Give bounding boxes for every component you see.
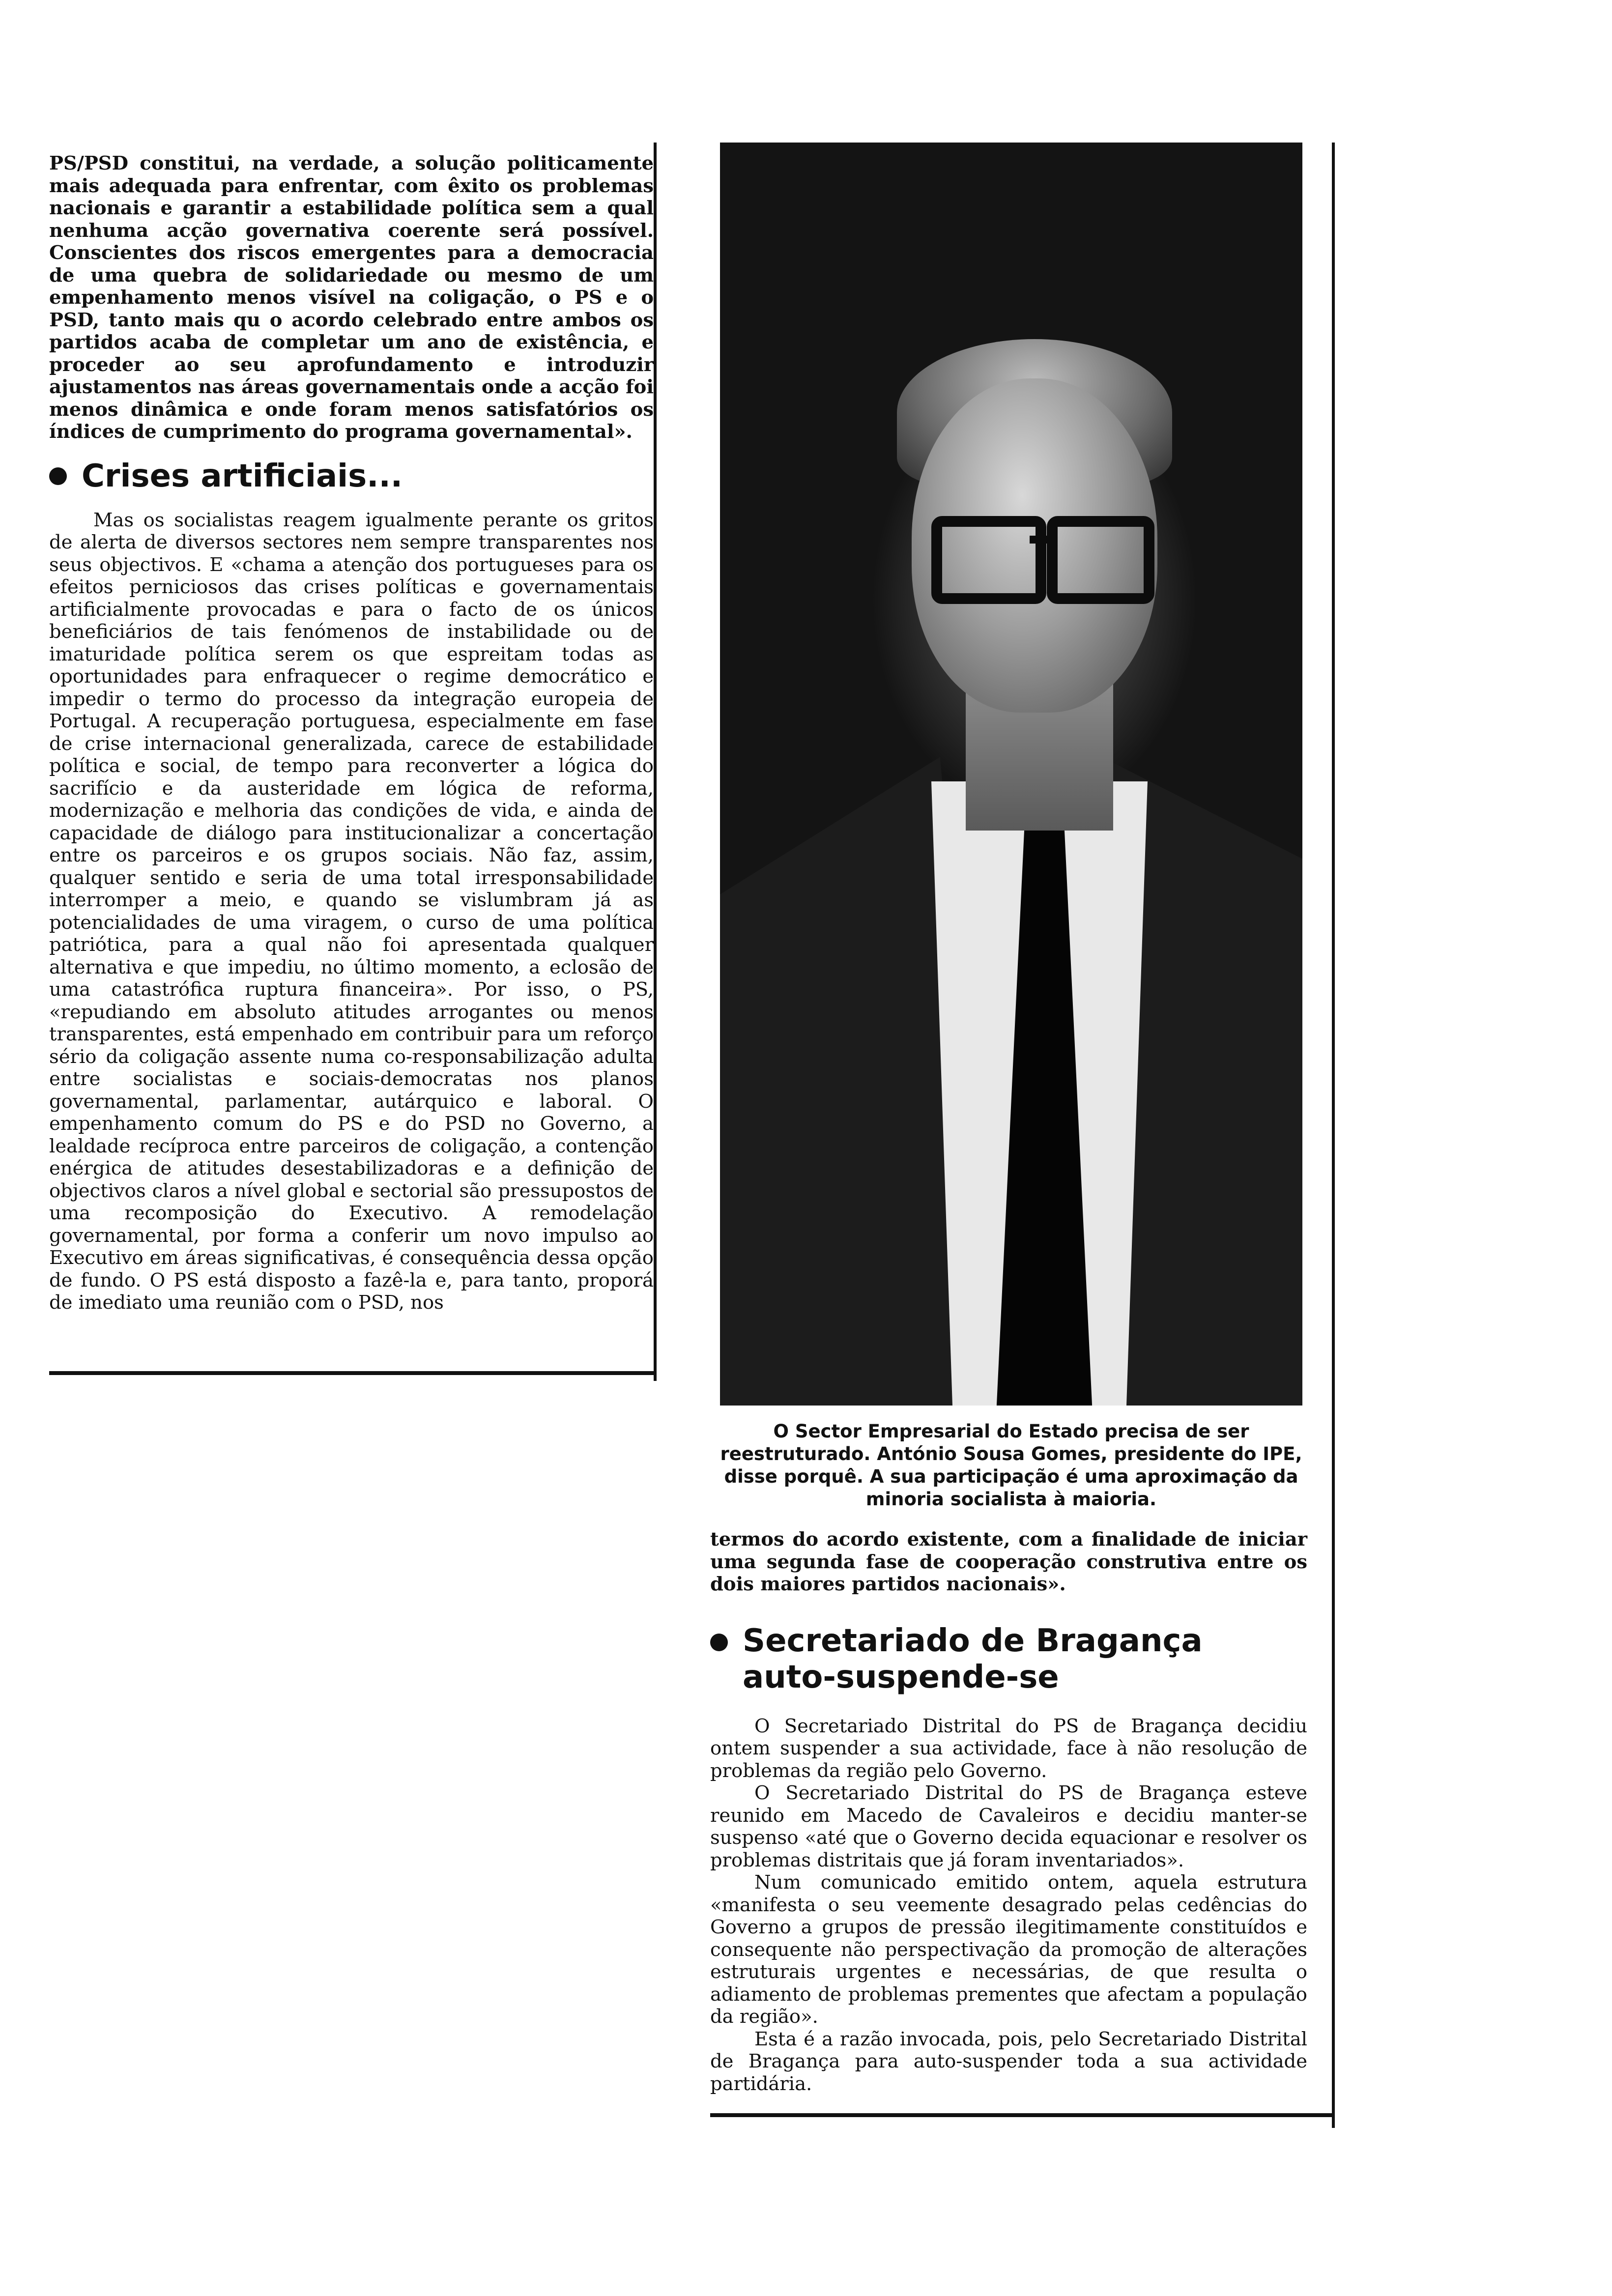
bullet-icon <box>710 1634 728 1651</box>
column-rule-vertical-right <box>1332 143 1335 2128</box>
intro-paragraph: PS/PSD constitui, na verdade, a solução politicamente mais adequada para enfrentar, com êxito os problemas nacionais e garantir a estabilidade política sem a qual nenhuma acção governativa coerente será possível. Conscientes dos riscos emergentes para a democracia de uma quebra de solidariedade ou mesmo de um empenhamento menos visível na coligação, o PS e o PSD, tanto mais qu o acordo celebrado entre ambos os partidos acaba de completar um ano de existência, e proceder ao seu aprofundamento e introduzir ajustamentos nas áreas governamentais onde a acção foi menos dinâmica e onde foram menos satisfatórios os índices de cumprimento do programa governamental». <box>49 152 654 443</box>
glasses-lens-left <box>931 516 1046 604</box>
subhead-crises-text: Crises artificiais... <box>82 458 403 494</box>
continuation-paragraph: termos do acordo existente, com a finalidade de iniciar uma segunda fase de cooperação construtiva entre os dois maiores partidos nacionais». <box>710 1528 1307 1595</box>
article-paragraph: Esta é a razão invocada, pois, pelo Secretariado Distrital de Bragança para auto-suspender toda a sua actividade partidária. <box>710 2028 1307 2095</box>
article-paragraph: O Secretariado Distrital do PS de Bragança decidiu ontem suspender a sua actividade, face à não resolução de problemas da região pelo Governo. <box>710 1715 1307 1782</box>
right-article-column <box>710 1528 1307 2095</box>
portrait-photo <box>720 143 1302 1406</box>
glasses-lens-right <box>1047 516 1154 604</box>
subhead-braganca-line2: auto-suspende-se <box>743 1659 1059 1695</box>
column-rule-bottom <box>49 1371 657 1375</box>
article-paragraph: O Secretariado Distrital do PS de Bragança esteve reunido em Macedo de Cavaleiros e decidiu manter-se suspenso «até que o Governo decida equacionar e resolver os problemas distritais que já foram inventariados». <box>710 1782 1307 1871</box>
bullet-icon <box>49 467 67 485</box>
column-rule-bottom-right <box>710 2113 1332 2117</box>
subhead-braganca-line1: Secretariado de Bragança <box>743 1622 1203 1659</box>
article-paragraph: Num comunicado emitido ontem, aquela estrutura «manifesta o seu veemente desagrado pelas cedências do Governo a grupos de pressão ilegitimamente constituídos e consequente não perspectivação da promoção de alterações estruturais urgentes e necessárias, de que resulta o adiamento de problemas prementes que afectam a população da região». <box>710 1871 1307 2028</box>
left-article-column <box>49 152 654 1314</box>
photo-caption: O Sector Empresarial do Estado precisa de ser reestruturado. António Sousa Gomes, presidente do IPE, disse porquê. A sua participação é uma aproximação da minoria socialista à maioria. <box>720 1421 1302 1510</box>
body-paragraph: Mas os socialistas reagem igualmente perante os gritos de alerta de diversos sectores nem sempre transparentes nos seus objectivos. E «chama a atenção dos portugueses para os efeitos perniciosos das crises políticas e governamentais artificialmente provocadas e para o facto de os únicos beneficiários de tais fenómenos de instabilidade ou de imaturidade política serem os que espreitam todas as oportunidades para enfraquecer o regime democrático e impedir o termo do processo da integração europeia de Portugal. A recuperação portuguesa, especialmente em fase de crise internacional generalizada, carece de estabilidade política e social, de tempo para reconverter a lógica do sacrifício e da austeridade em lógica de reforma, modernização e melhoria das condições de vida, e ainda de capacidade de diálogo para institucionalizar a concertação entre os parceiros e os grupos sociais. Não faz, assim, qualquer sentido e seria de uma total irresponsabilidade interromper a meio, e quando se vislumbram já as potencialidades de uma viragem, o curso de uma política patriótica, para a qual não foi apresentada qualquer alternativa e que impediu, no último momento, a eclosão de uma catastrófica ruptura financeira». Por isso, o PS, «repudiando em absoluto atitudes arrogantes ou menos transparentes, está empenhado em contribuir para um reforço sério da coligação assente numa co-responsabilização adulta entre socialistas e sociais-democratas nos planos governamental, parlamentar, autárquico e laboral. O empenhamento comum do PS e do PSD no Governo, a lealdade recíproca entre parceiros de coligação, a contenção enérgica de atitudes desestabilizadoras e a definição de objectivos claros a nível global e sectorial são pressupostos de uma recomposição do Executivo. A remodelação governamental, por forma a conferir um novo impulso ao Executivo em áreas significativas, é consequência dessa opção de fundo. O PS está disposto a fazê-la e, para tanto, proporá de imediato uma reunião com o PSD, nos <box>49 509 654 1314</box>
subhead-crises <box>49 458 654 494</box>
subhead-braganca <box>710 1623 1307 1695</box>
column-rule-vertical <box>654 143 657 1381</box>
